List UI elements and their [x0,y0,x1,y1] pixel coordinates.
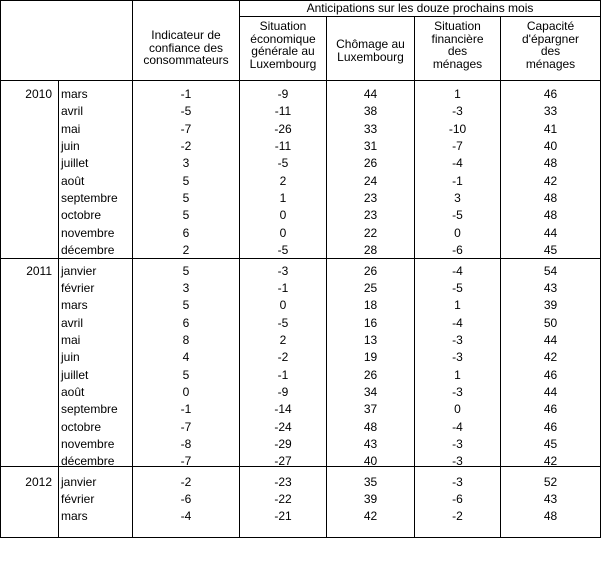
month-label: décembre [61,243,115,258]
header-line: économique [250,31,316,46]
eco-cell: -5 [277,243,289,258]
chomage-cell: 31 [363,139,378,154]
chomage-cell: 18 [363,298,378,313]
indicator-cell: 2 [182,243,190,258]
eco-cell: -5 [277,156,289,171]
month-label: mars [61,87,88,101]
table-right-border [600,0,601,538]
epargne-cell: 50 [543,315,558,330]
eco-cell: -24 [274,419,292,434]
fin-cell: -6 [452,492,463,507]
table-bottom-border [0,537,601,538]
eco-cell: 1 [279,191,287,206]
chomage-cell: 34 [363,384,378,399]
epargne-cell: 33 [543,104,558,119]
eco-cell: -21 [274,509,292,524]
epargne-cell: 39 [543,298,558,313]
indicator-cell: 5 [182,191,190,206]
epargne-cell: 42 [543,350,558,365]
group-header-anticipations: Anticipations sur les douze prochains mois [306,1,534,15]
fin-cell: 1 [454,87,461,101]
month-label: mars [61,298,88,313]
fin-cell: -3 [452,384,463,399]
indicator-cell: 0 [182,384,190,399]
epargne-cell: 46 [543,419,558,434]
header-line: Capacité [526,19,575,33]
chomage-cell: 23 [363,208,378,223]
chomage-cell: 26 [363,263,378,278]
eco-cell: 0 [279,225,287,240]
indicator-cell: 5 [182,263,190,278]
chomage-cell: 33 [363,121,378,136]
epargne-cell: 52 [543,474,558,489]
header-situation-financiere [415,20,500,70]
header-line: Situation [434,19,481,33]
month-label: mai [61,332,81,347]
month-label: février [61,280,95,295]
header-line: Chômage au [336,37,405,51]
chomage-cell: 42 [363,509,378,524]
header-line: Situation [259,19,307,33]
indicator-cell: -1 [180,87,192,101]
epargne-cell: 44 [543,332,558,347]
fin-cell: 1 [454,298,461,313]
fin-cell: -3 [452,104,463,119]
year-label: 2011 [26,263,52,278]
chomage-cell: 28 [363,243,378,258]
month-label: novembre [61,225,115,240]
month-label: juillet [61,367,89,382]
indicator-cell: 6 [182,315,190,330]
eco-cell: -3 [277,263,289,278]
month-label: août [61,173,85,188]
fin-cell: -3 [452,474,463,489]
fin-cell: 0 [454,225,461,240]
indicator-cell: -8 [180,437,192,451]
month-label: septembre [61,402,118,417]
chomage-cell: 23 [363,191,378,206]
eco-cell: -22 [274,492,292,507]
indicator-cell: -2 [180,474,192,489]
fin-cell: -4 [452,419,463,434]
eco-cell: -1 [277,280,289,295]
header-line: des [540,44,561,58]
header-line: des [447,44,468,58]
indicator-cell: -4 [180,509,192,524]
eco-cell: -26 [274,121,292,136]
epargne-cell: 42 [543,173,558,188]
month-label: janvier [61,474,97,489]
indicator-cell: 6 [182,225,190,240]
fin-cell: -10 [448,121,467,136]
eco-cell: 0 [279,208,287,223]
epargne-cell: 45 [543,243,558,258]
epargne-cell: 41 [543,121,558,136]
indicator-cell: -5 [180,104,192,119]
epargne-cell: 44 [543,384,558,399]
fin-cell: -6 [452,243,463,258]
eco-cell: 0 [279,298,287,313]
eco-cell: -23 [274,474,292,489]
fin-cell: -2 [452,509,463,524]
indicator-cell: 3 [182,280,190,295]
chomage-cell: 19 [363,350,378,365]
chomage-cell: 24 [363,173,378,188]
eco-cell: -11 [274,139,292,154]
year-month-divider [58,80,59,538]
chomage-cell: 43 [363,437,378,451]
month-label: octobre [61,208,102,223]
fin-cell: -4 [452,263,463,278]
month-label: janvier [61,263,97,278]
header-chomage [327,38,414,63]
month-label: mars [61,509,88,524]
chomage-cell: 37 [363,402,378,417]
indicator-cell: 8 [182,332,190,347]
chomage-cell: 35 [363,474,378,489]
indicator-cell: -7 [180,419,192,434]
indicator-cell: 5 [182,367,190,382]
epargne-cell: 43 [543,280,558,295]
indicator-cell: 3 [182,156,190,171]
eco-cell: -29 [274,437,292,451]
month-label: février [61,492,95,507]
header-capacite-epargne [501,20,600,70]
indicator-cell: -7 [180,454,192,469]
epargne-cell: 54 [543,263,558,278]
month-label: avril [61,315,84,330]
chomage-cell: 39 [363,492,378,507]
chomage-cell: 22 [363,225,378,240]
chomage-cell: 13 [363,332,378,347]
eco-cell: -9 [277,87,289,101]
month-label: décembre [61,454,115,469]
eco-cell: 2 [279,173,287,188]
eco-cell: -11 [274,104,292,119]
chomage-cell: 26 [363,156,378,171]
epargne-cell: 48 [543,208,558,223]
indicator-cell: -6 [180,492,192,507]
fin-cell: -7 [452,139,463,154]
fin-cell: -4 [452,156,463,171]
year-label: 2012 [25,474,52,489]
header-line: consommateurs [143,53,229,67]
header-line: confiance des [148,40,224,55]
chomage-cell: 38 [363,104,378,119]
epargne-cell: 43 [543,492,558,507]
indicator-cell: -7 [180,121,192,136]
eco-cell: -1 [277,367,289,382]
epargne-cell: 44 [543,225,558,240]
fin-cell: 0 [454,402,461,417]
month-label: août [61,384,85,399]
eco-cell: -2 [277,350,289,365]
header-line: ménages [525,56,576,71]
chomage-cell: 25 [363,280,378,295]
fin-cell: -5 [452,280,463,295]
header-line: Luxembourg [249,56,317,71]
epargne-cell: 48 [543,509,558,524]
header-situation-economique [240,20,326,70]
epargne-cell: 40 [543,139,558,154]
header-line: ménages [432,56,483,71]
header-line: générale au [251,44,315,58]
chomage-cell: 48 [363,419,378,434]
epargne-cell: 45 [543,437,558,451]
eco-cell: 2 [279,332,287,347]
month-label: octobre [61,419,102,434]
month-label: avril [61,104,84,119]
indicator-cell: -2 [180,139,192,154]
epargne-cell: 46 [543,87,558,101]
chomage-cell: 16 [363,315,378,330]
epargne-cell: 42 [543,454,558,469]
epargne-cell: 46 [543,367,558,382]
chomage-cell: 44 [363,87,378,101]
month-label: septembre [61,191,118,206]
month-label: juillet [61,156,89,171]
eco-cell: -14 [274,402,292,417]
indicator-cell: 5 [182,173,190,188]
fin-cell: 1 [454,367,461,382]
year-separator-2011 [0,258,601,259]
fin-cell: -3 [452,454,463,469]
eco-cell: -9 [277,384,289,399]
month-label: mai [61,121,81,136]
fin-cell: -5 [452,208,463,223]
group-header-underline [239,16,600,17]
header-line: financière [431,31,484,46]
month-label: juin [61,350,80,365]
fin-cell: 3 [454,191,461,206]
epargne-cell: 48 [543,156,558,171]
eco-cell: -27 [274,454,292,469]
indicator-cell: 5 [182,298,190,313]
indicator-cell: 4 [182,350,190,365]
fin-cell: -3 [452,437,463,451]
header-bottom-border [0,80,601,81]
fin-cell: -3 [452,332,463,347]
eco-cell: -5 [277,315,289,330]
indicator-cell: 5 [182,208,190,223]
header-indicator-confiance [133,29,239,67]
header-line: d'épargner [522,31,579,46]
header-line: Indicateur de [151,28,221,42]
year-label: 2010 [25,87,52,101]
epargne-cell: 46 [543,402,558,417]
indicator-cell: -1 [180,402,192,417]
month-label: juin [61,139,80,154]
epargne-cell: 48 [543,191,558,206]
chomage-cell: 26 [363,367,378,382]
chomage-cell: 40 [363,454,378,469]
month-label: novembre [61,437,115,451]
fin-cell: -4 [452,315,463,330]
fin-cell: -3 [452,350,463,365]
header-line: Luxembourg [337,49,404,64]
fin-cell: -1 [452,173,463,188]
